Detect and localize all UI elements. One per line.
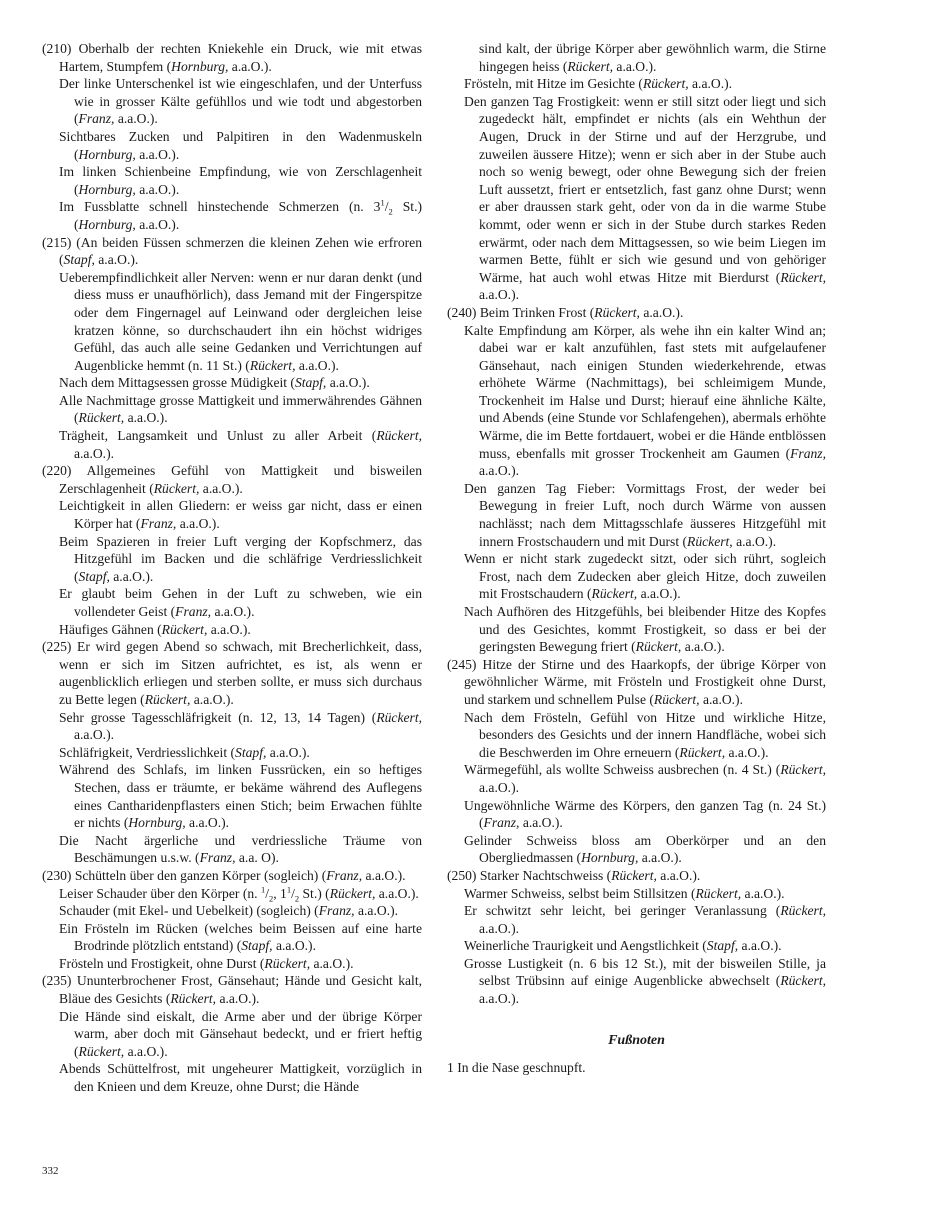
source-rueckert: Rückert, [653,691,700,707]
source-stapf: Stapf, [235,744,267,760]
left-column [42,40,422,1096]
source-rueckert: Rückert, [170,991,217,1007]
symptom-item: Nach Aufhören des Hitzgefühls, bei bleibender Hitze des Kopfes und des Gesichtes, kommt Frostigkeit, so dass er bei der geringsten Bewegung friert (Rückert, a.a.O.). [464,604,826,655]
source-rueckert: Rückert, [78,1043,125,1059]
symptom-item: Weinerliche Traurigkeit und Aengstlichkeit (Stapf, a.a.O.). [464,938,782,954]
source-stapf: Stapf, [294,375,327,391]
source-rueckert: Rückert, [249,357,296,373]
source-hornburg: Hornburg, [171,58,229,74]
symptom-item: Gelinder Schweiss bloss am Oberkörper und an den Obergliedmassen (Hornburg, a.a.O.). [464,832,826,866]
symptom-item: Wenn er nicht stark zugedeckt sitzt, oder sich rührt, sogleich Frost, nach dem Zudecken aber gleich Hitze, doch zuweilen mit Frostschaudern (Rückert, a.a.O.). [464,551,826,602]
symptom-item: Schläfrigkeit, Verdriesslichkeit (Stapf, a.a.O.). [59,744,310,760]
symptom-item: Die Hände sind eiskalt, die Arme aber und der übrige Körper warm, aber doch mit Gänsehaut bedeckt, und er friert heftig (Rückert, a.a.O.). [59,1008,422,1059]
source-stapf: Stapf, [63,252,95,268]
symptom-item: Er schwitzt sehr leicht, bei geringer Veranlassung (Rückert, a.a.O.). [464,903,826,936]
symptom-item: Der linke Unterschenkel ist wie eingeschlafen, und der Unterfuss wie in grosser Kälte gefühllos und wie todt und abgestorben (Franz, a.a.O.). [59,76,422,127]
symptom-item: Er glaubt beim Gehen in der Luft zu schweben, wie ein vollendeter Geist (Franz, a.a.O.). [59,586,422,619]
source-hornburg: Hornburg, [581,850,639,866]
symptom-entry-230: (230) Schütteln über den ganzen Körper (sogleich) (Franz, a.a.O.). [42,867,406,883]
source-franz: Franz, [326,867,363,883]
source-rueckert: Rückert, [780,903,826,919]
source-hornburg: Hornburg, [78,216,136,232]
symptom-entry-210: (210) Oberhalb der rechten Kniekehle ein Druck, wie mit etwas Hartem, Stumpfem (Hornburg, a.a.O.). [42,41,422,74]
source-franz: Franz, [318,903,355,919]
source-rueckert: Rückert, [679,744,726,760]
source-rueckert: Rückert, [153,480,200,496]
symptom-entry-225: (225) Er wird gegen Abend so schwach, mit Brecherlichkeit, dass, wenn er sich im Sitzen aufrichtet, es ist, als wenn er augenblicklich erliegen und sterben sollte, er muss sich durchaus zu Bette legen (Rückert, a.a.O.). [42,639,422,707]
symptom-item: Nach dem Frösteln, Gefühl von Hitze und wirkliche Hitze, besonders des Gesichts und der innern Handfläche, wobei sich die Beschwerden im Ohre erneuern (Rückert, a.a.O.). [464,709,826,760]
symptom-item: Warmer Schweiss, selbst beim Stillsitzen (Rückert, a.a.O.). [464,885,785,901]
source-rueckert: Rückert, [144,691,191,707]
symptom-item: Nach dem Mittagsessen grosse Müdigkeit (Stapf, a.a.O.). [59,375,370,391]
source-franz: Franz, [790,445,826,461]
symptom-item: Den ganzen Tag Fieber: Vormittags Frost, der weder bei Bewegung in freier Luft, noch durch Wärme von aussen nachlässt; nach dem Mittagsschlafe äusseres Hitzgefühl mit innern Frostschaudern und mit Durst (Rückert, a.a.O.). [464,480,826,549]
source-rueckert: Rückert, [591,586,638,602]
symptom-entry-245: (245) Hitze der Stirne und des Haarkopfs, der übrige Körper von gewöhnlicher Wärme, mit Frösteln und Frostigkeit ohne Durst, und starkem und schnellem Pulse (Rückert, a.a.O.). [447,656,826,707]
symptom-entry-235: (235) Ununterbrochener Frost, Gänsehaut; Hände und Gesicht kalt, Bläue des Gesichts (Rückert, a.a.O.). [42,973,422,1007]
source-rueckert: Rückert, [78,410,125,426]
symptom-item: Häufiges Gähnen (Rückert, a.a.O.). [59,621,251,637]
symptom-item: Grosse Lustigkeit (n. 6 bis 12 St.), mit der bisweilen Stille, ja selbst Trübsinn auf einige Augenblicke abwechselt (Rückert, a.a.O.). [464,955,826,1007]
source-hornburg: Hornburg, [128,815,186,831]
symptom-item: Schauder (mit Ekel- und Uebelkeit) (sogleich) (Franz, a.a.O.). [59,903,398,919]
source-rueckert: Rückert, [635,639,682,655]
symptom-item: Leichtigkeit in allen Gliedern: er weiss gar nicht, dass er einen Körper hat (Franz, a.a.O.). [59,498,422,532]
footnotes-heading: Fußnoten [608,1032,665,1048]
source-rueckert: Rückert, [567,58,614,74]
symptom-entry-250: (250) Starker Nachtschweiss (Rückert, a.a.O.). [447,867,701,883]
symptom-item: Den ganzen Tag Frostigkeit: wenn er still sitzt oder liegt und sich zugedeckt hält, empfindet er nichts (als ein Wehthun der Augen, Druck in der Stirne und auf der Herzgrube, und zuweilen äussere Hitze); wenn er sich aber in der Stube auch noch so wenig bewegt, oder ohne Bewegung sich der freien Luft aussetzt, friert er entsetzlich, fast ganz ohne Durst; wenn er aber draussen stark geht, oder von da in die warme Stube kommt, oder wenn er sich in der Stube durch starkes Reden erwärmt, oder nach dem Mittagsessen, so wie beim Liegen im warmen Bette, fühlt er sich wie gesund und von gehöriger Wärme, hat auch wohl etwas Hitze mit Bierdurst (Rückert, a.a.O.). [464,93,826,303]
source-stapf: Stapf, [706,938,739,954]
source-rueckert: Rückert, [376,709,422,725]
symptom-item: Ein Frösteln im Rücken (welches beim Beissen auf eine harte Brodrinde plötzlich entstand) (Stapf, a.a.O.). [59,920,422,954]
symptom-item: Ungewöhnliche Wärme des Körpers, den ganzen Tag (n. 24 St.) (Franz, a.a.O.). [464,797,826,831]
symptom-item: Beim Spazieren in freier Luft verging der Kopfschmerz, das Hitzgefühl im Backen und die schläfrige Verdriesslichkeit (Stapf, a.a.O.). [59,533,422,584]
symptom-entry-220: (220) Allgemeines Gefühl von Mattigkeit und bisweilen Zerschlagenheit (Rückert, a.a.O.). [42,463,422,496]
symptom-item: Wärmegefühl, als wollte Schweiss ausbrechen (n. 4 St.) (Rückert, a.a.O.). [464,762,826,795]
symptom-item-continued: sind kalt, der übrige Körper aber gewöhnlich warm, die Stirne hingegen heiss (Rückert, a.a.O.). [479,41,826,74]
symptom-item: Leiser Schauder über den Körper (n. $^1/_2$, $1^1/_2$ St.) (Rückert, a.a.O.). [59,883,419,904]
source-rueckert: Rückert, [780,973,826,989]
symptom-item: Die Nacht ärgerliche und verdriessliche Träume von Beschämungen u.s.w. (Franz, a.a. O). [59,832,422,866]
symptom-item: Sehr grosse Tagesschläfrigkeit (n. 12, 13, 14 Tagen) (Rückert, a.a.O.). [59,709,422,743]
symptom-item: Abends Schüttelfrost, mit ungeheurer Mattigkeit, vorzüglich in den Knieen und dem Kreuze, ohne Durst; die Hände [59,1061,422,1095]
source-rueckert: Rückert, [611,867,657,883]
source-stapf: Stapf, [78,568,110,584]
source-franz: Franz, [175,604,212,619]
page-number: 332 [42,1165,59,1177]
symptom-item: Im linken Schienbeine Empfindung, wie von Zerschlagenheit (Hornburg, a.a.O.). [59,164,422,197]
source-rueckert: Rückert, [329,885,376,901]
symptom-entry-215: (215) (An beiden Füssen schmerzen die kleinen Zehen wie erfroren (Stapf, a.a.O.). [42,234,422,268]
source-rueckert: Rückert, [642,76,689,92]
source-hornburg: Hornburg, [78,146,136,162]
symptom-item: Frösteln, mit Hitze im Gesichte (Rückert, a.a.O.). [464,76,733,92]
symptom-item: Frösteln und Frostigkeit, ohne Durst (Rückert, a.a.O.). [59,955,354,971]
symptom-item: Kalte Empfindung am Körper, als wehe ihn ein kalter Wind an; dabei war er kalt anzufühlen, fast stets mit aufgelaufener Gänsehaut, nach einigen Stunden wiederkehrende, etwas erhöhete Wärme (Nachmittags), bei schleimigem Munde, Trockenheit im Halse und Durst; hierauf eine ähnliche Kälte, und Abends (eine Stunde vor Schlafengehen), abermals erhöhte Wärme, die im Bette fortdauert, wobei er die Hände entblössen muss, ebenfalls mit grosser Trockenheit am Gaumen (Franz, a.a.O.). [464,322,826,479]
symptom-item: Ueberempfindlichkeit aller Nerven: wenn er nur daran denkt (und diess muss er unaufhörlich), dass Jemand mit der Fingerspitze oder dem Fingernagel auf Leinwand oder dergleichen leise kratzen könne, so durchschaudert ihn ein höchst widriges Gefühl, das auch alle seine Gedanken und Verrichtungen auf Augenblicke hemmt (n. 11 St.) (Rückert, a.a.O.). [59,269,422,373]
source-franz: Franz, [78,111,115,127]
footnote-1: 1 In die Nase geschnupft. [447,1060,586,1076]
source-rueckert: Rückert, [376,428,422,444]
source-franz: Franz, [483,815,520,831]
source-hornburg: Hornburg, [78,181,136,197]
symptom-item: Trägheit, Langsamkeit und Unlust zu aller Arbeit (Rückert, a.a.O.). [59,428,422,461]
symptom-item: Sichtbares Zucken und Palpitiren in den Wadenmuskeln (Hornburg, a.a.O.). [59,128,422,162]
source-rueckert: Rückert, [264,955,311,971]
source-rueckert: Rückert, [695,885,742,901]
symptom-item: Alle Nachmittage grosse Mattigkeit und immerwährendes Gähnen (Rückert, a.a.O.). [59,392,422,426]
source-franz: Franz, [199,850,236,866]
symptom-entry-240: (240) Beim Trinken Frost (Rückert, a.a.O.). [447,304,684,320]
source-rueckert: Rückert, [780,269,826,285]
right-column [447,40,826,1077]
symptom-item: Während des Schlafs, im linken Fussrücken, ein so heftiges Stechen, dass er träumte, er bekäme während des Auflegens eines Cantharidenpflasters einen Stich; beim Erwachen fühlte er nichts (Hornburg, a.a.O.). [59,762,422,831]
source-rueckert: Rückert, [687,533,733,549]
symptom-item: Im Fussblatte schnell hinstechende Schmerzen (n. $3^1/_2$ St.) (Hornburg, a.a.O.). [59,197,422,232]
source-rueckert: Rückert, [161,621,208,637]
source-stapf: Stapf, [241,938,273,954]
source-rueckert: Rückert, [594,304,640,320]
source-rueckert: Rückert, [780,762,826,778]
source-franz: Franz, [140,516,177,532]
